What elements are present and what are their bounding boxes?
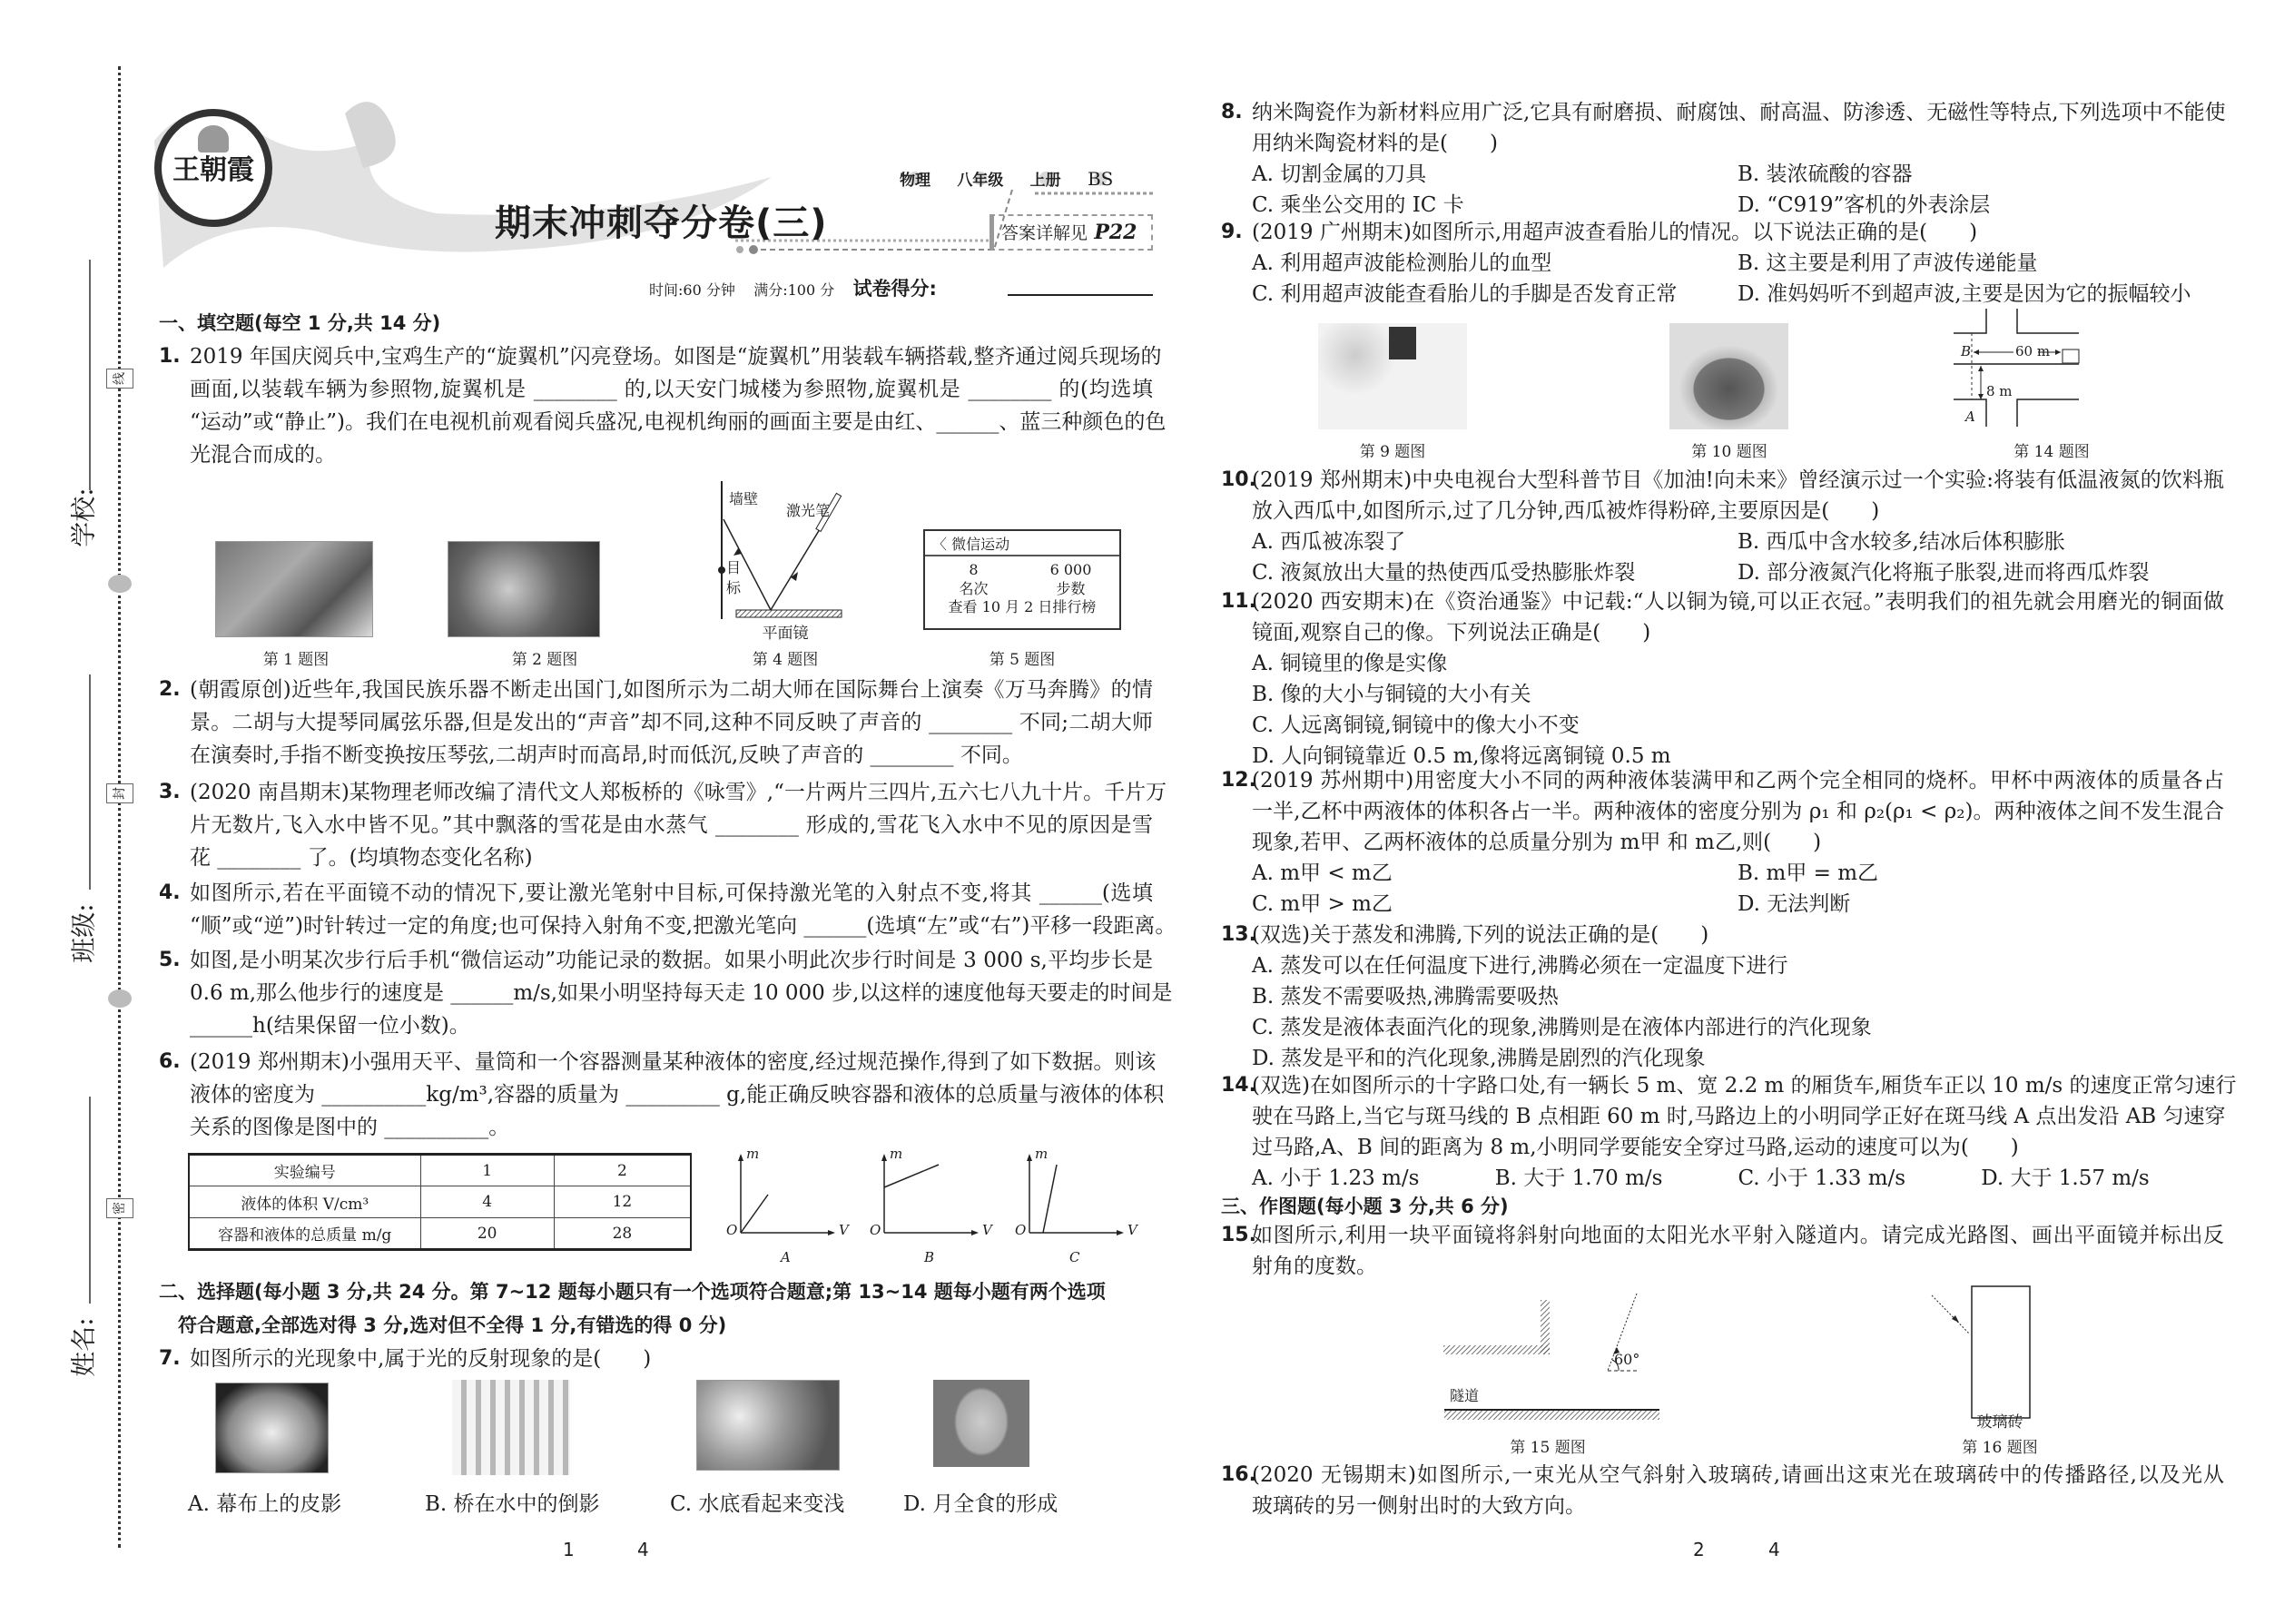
table-cell: 容器和液体的总质量 m/g — [189, 1218, 420, 1250]
question-text-line: (2019 广州期末)如图所示,用超声波查看胎儿的情况。以下说法正确的是( ) — [1252, 221, 1978, 244]
section-heading-line: 二、选择题(每小题 3 分,共 24 分。第 7~12 题每小题只有一个选项符合题意;第 13~14 题每小题有两个选项 — [159, 1281, 1106, 1303]
x-axis-arrow — [971, 1230, 979, 1235]
answer-options — [1252, 159, 2224, 221]
publisher-logo — [154, 109, 272, 227]
origin-label: O — [1015, 1222, 1027, 1238]
answer-options — [1252, 1163, 2224, 1194]
answer-options — [1252, 648, 2224, 772]
fig5-app-title: 〈 微信运动 — [925, 531, 1119, 556]
fig4-laser-mirror-diagram — [699, 472, 862, 631]
scissors-icon — [108, 575, 132, 593]
fig15-angle-label: 60° — [1614, 1351, 1640, 1368]
option-c[interactable]: C. 利用超声波能查看胎儿的手脚是否发育正常 — [1252, 282, 1678, 306]
question-9 — [1221, 217, 2224, 310]
table-cell: 实验编号 — [189, 1155, 420, 1186]
question-text-line: ______h(结果保留一位小数)。 — [190, 1014, 470, 1038]
fig14-point-b: B — [1961, 343, 1972, 359]
answer-reference-box — [989, 214, 1153, 251]
table-cell: 12 — [554, 1186, 691, 1218]
answer-reference-label: 答案详解见 — [1001, 223, 1088, 243]
option-c[interactable]: C. 乘坐公交用的 IC 卡 — [1252, 193, 1464, 217]
graph-b — [866, 1151, 984, 1242]
y-axis-label: m — [890, 1146, 903, 1162]
question-text-line: 画面,以装载车辆为参照物,旋翼机是 ________ 的,以天安门城楼为参照物,旋翼机是 ________ 的(均选填 — [190, 378, 1153, 401]
question-text-line: 液体的密度为 __________kg/m³,容器的质量为 _________ g,能正确反映容器和液体的总质量与液体的体积 — [190, 1083, 1165, 1107]
y-axis-label: m — [1035, 1146, 1049, 1162]
question-number: 4. — [159, 881, 181, 904]
table-cell: 4 — [420, 1186, 554, 1218]
question-text-line: (2019 郑州期末)中央电视台大型科普节目《加油!向未来》曾经演示过一个实验:将装有低温液氮的饮料瓶 — [1252, 468, 2224, 492]
answer-page: P22 — [1094, 221, 1137, 244]
option-a[interactable]: A. 蒸发可以在任何温度下进行,沸腾必须在一定温度下进行 — [1252, 954, 1788, 978]
fig5-steps-label: 步数 — [1056, 580, 1086, 597]
question-text-line: 玻璃砖的另一侧射出时的大致方向。 — [1252, 1494, 1586, 1518]
volume-tag: 上册 — [1025, 167, 1067, 190]
fig15-caption: 第 15 题图 — [1510, 1439, 1586, 1457]
question-text-line: (2019 苏州期中)用密度大小不同的两种液体装满甲和乙两个完全相同的烧杯。甲杯中两液体的质量各占 — [1252, 769, 2224, 792]
q7-option-d: D. 月全食的形成 — [903, 1492, 1058, 1516]
question-text-line: 镜面,观察自己的像。下列说法正确是( ) — [1252, 621, 1651, 645]
question-number: 16. — [1221, 1463, 1256, 1486]
question-3 — [159, 776, 1167, 874]
question-16 — [1221, 1460, 2224, 1521]
question-14 — [1221, 1070, 2237, 1194]
page-number: 2 — [1693, 1539, 1705, 1560]
option-c[interactable]: C. 小于 1.33 m/s — [1738, 1166, 1906, 1190]
fig5-leaderboard-link: 查看 10 月 2 日排行榜 — [948, 598, 1097, 615]
table-cell: 2 — [554, 1155, 691, 1186]
question-number: 11. — [1221, 590, 1256, 613]
question-number: 7. — [159, 1347, 181, 1370]
full-score: 满分:100 分 — [753, 281, 835, 299]
question-text-line: 现象,若甲、乙两杯液体的总质量分别为 m甲 和 m乙,则( ) — [1252, 831, 1822, 854]
fig1-parade-photo — [215, 541, 373, 637]
name-field-line[interactable] — [89, 1097, 91, 1304]
q7-option-b: B. 桥在水中的倒影 — [425, 1492, 600, 1516]
scissors-icon — [108, 989, 132, 1008]
table-cell: 20 — [420, 1218, 554, 1250]
option-c[interactable]: C. 蒸发是液体表面汽化的现象,沸腾则是在液体内部进行的汽化现象 — [1252, 1016, 1872, 1039]
answer-options — [1252, 950, 2224, 1074]
fig4-laser-label: 激光笔 — [786, 502, 831, 519]
question-text-line: 射角的度数。 — [1252, 1255, 1377, 1278]
question-text-line: 片无数片,飞入水中皆不见。”其中飘落的雪花是由水蒸气 ________ 形成的,雪花飞入水中不见的原因是雪 — [190, 813, 1153, 837]
q7-option-a: A. 幕布上的皮影 — [188, 1492, 342, 1516]
question-number: 10. — [1221, 468, 1256, 491]
school-label: 学校: — [68, 487, 99, 547]
graph-line — [884, 1165, 939, 1187]
fig5-steps: 6 000 — [1049, 561, 1092, 578]
question-text-line: (2020 西安期末)在《资治通鉴》中记载:“人以铜为镜,可以正衣冠。”表明我们的祖先就会用磨光的铜面做 — [1252, 590, 2224, 614]
question-8 — [1221, 97, 2224, 221]
section-heading-line: 一、填空题(每空 1 分,共 14 分) — [159, 312, 441, 334]
table-cell: 1 — [420, 1155, 554, 1186]
graph-a — [723, 1151, 841, 1242]
answer-options — [1252, 248, 2224, 310]
option-b[interactable]: B. 大于 1.70 m/s — [1494, 1166, 1663, 1190]
q7c-stream-rocks-photo — [696, 1380, 840, 1471]
question-text-line: (2019 郑州期末)小强用天平、量筒和一个容器测量某种液体的密度,经过规范操作,得到了如下数据。则该 — [190, 1050, 1157, 1074]
table-cell: 28 — [554, 1218, 691, 1250]
question-text-line: (2020 南昌期末)某物理老师改编了清代文人郑板桥的《咏雪》,“一片两片三四片,五六七八九十片。千片万 — [190, 781, 1167, 804]
question-text-line: (双选)在如图所示的十字路口处,有一辆长 5 m、宽 2.2 m 的厢货车,厢货车正以 10 m/s 的速度正常匀速行 — [1252, 1074, 2237, 1097]
question-text-line: 驶在马路上,当它与斑马线的 B 点相距 60 m 时,马路边上的小明同学正好在斑马线 A 点出发沿 AB 匀速穿 — [1252, 1105, 2226, 1128]
option-b[interactable]: B. 装浓硫酸的容器 — [1738, 162, 1913, 186]
question-text-line: 如图所示,若在平面镜不动的情况下,要让激光笔射中目标,可保持激光笔的入射点不变,将其 ______(选填 — [190, 881, 1153, 905]
question-text-line: 在演奏时,手指不断变换按压琴弦,二胡声时而高昂,时而低沉,反映了声音的 ________ 不同。 — [190, 743, 1023, 767]
question-6 — [159, 1046, 1165, 1144]
question-text-line: 如图所示的光现象中,属于光的反射现象的是( ) — [190, 1347, 652, 1371]
q7d-lunar-eclipse-photo — [933, 1380, 1029, 1467]
option-b[interactable]: B. 西瓜中含水较多,结冰后体积膨胀 — [1738, 530, 2065, 554]
fig16-glass-brick-diagram — [1925, 1284, 2033, 1421]
question-number: 12. — [1221, 769, 1256, 792]
question-1 — [159, 340, 1167, 471]
fig10-watermelon-photo — [1669, 323, 1788, 429]
option-d[interactable]: D. 无法判断 — [1738, 892, 1851, 916]
option-b[interactable]: B. 蒸发不需要吸热,沸腾需要吸热 — [1252, 985, 1559, 1009]
fig4-wall-label: 墙壁 — [729, 490, 759, 507]
question-12 — [1221, 765, 2224, 920]
question-number: 5. — [159, 949, 181, 971]
fig4-caption: 第 4 题图 — [752, 651, 819, 669]
question-number: 3. — [159, 781, 181, 803]
question-text-line: 放入西瓜中,如图所示,过了几分钟,西瓜被炸得粉碎,主要原因是( ) — [1252, 499, 1880, 523]
section-drawing — [1221, 1190, 1509, 1224]
section-fill-in — [159, 307, 440, 340]
class-label: 班级: — [68, 903, 99, 963]
y-axis-label: m — [746, 1146, 760, 1162]
graph-option-label: B — [924, 1249, 935, 1265]
question-2 — [159, 674, 1153, 772]
question-text-line: 如图所示,利用一块平面镜将斜射向地面的太阳光水平射入隧道内。请完成光路图、画出平面镜并标出反 — [1252, 1224, 2224, 1247]
question-5 — [159, 944, 1173, 1042]
q6-data-table — [188, 1153, 692, 1251]
logo-crown-icon — [198, 125, 229, 153]
question-text-line: (2020 无锡期末)如图所示,一束光从空气斜射入玻璃砖,请画出这束光在玻璃砖中的传播路径,以及光从 — [1252, 1463, 2224, 1487]
question-number: 6. — [159, 1050, 181, 1073]
x-axis-arrow — [828, 1230, 835, 1235]
seal-mark-seal: 封 — [106, 783, 133, 803]
score-field[interactable] — [1008, 294, 1153, 296]
y-axis-arrow — [738, 1154, 743, 1161]
question-11 — [1221, 586, 2224, 772]
option-a[interactable]: A. 西瓜被冻裂了 — [1252, 530, 1406, 554]
fig2-erhu-performance-photo — [448, 541, 600, 637]
option-c[interactable]: C. 人远离铜镜,铜镜中的像大小不变 — [1252, 714, 1580, 737]
option-d[interactable]: D. 大于 1.57 m/s — [1981, 1166, 2150, 1190]
fig5-caption: 第 5 题图 — [989, 651, 1056, 669]
fig5-wechat-sport-card — [923, 529, 1121, 630]
question-15 — [1221, 1220, 2224, 1282]
seal-mark-secret: 密 — [106, 1198, 133, 1218]
question-number: 13. — [1221, 923, 1256, 946]
answer-options — [1252, 527, 2224, 588]
origin-label: O — [726, 1222, 738, 1238]
fig4-mirror-label: 平面镜 — [762, 625, 809, 643]
question-number: 2. — [159, 678, 181, 701]
option-a[interactable]: A. m甲 < m乙 — [1252, 861, 1393, 885]
logo-text: 王朝霞 — [172, 154, 254, 186]
question-text-line: “运动”或“静止”)。我们在电视机前观看阅兵盛况,电视机绚丽的画面主要是由红、______、蓝三种颜色的色 — [190, 410, 1167, 434]
graph-c — [1011, 1151, 1129, 1242]
section-multiple-choice — [159, 1275, 1106, 1343]
page-total: 4 — [637, 1539, 649, 1560]
q7b-bridge-reflection-photo — [452, 1380, 570, 1475]
answer-options — [1252, 858, 2224, 920]
class-field-line[interactable] — [89, 674, 91, 890]
score-label: 试卷得分: — [852, 278, 937, 300]
fig9-caption: 第 9 题图 — [1359, 443, 1426, 461]
x-axis-label: V — [982, 1222, 992, 1238]
question-10 — [1221, 465, 2224, 588]
question-number: 14. — [1221, 1074, 1256, 1097]
grade-tag: 八年级 — [951, 167, 1009, 190]
option-d[interactable]: D. “C919”客机的外表涂层 — [1738, 193, 1991, 217]
option-c[interactable]: C. 液氮放出大量的热使西瓜受热膨胀炸裂 — [1252, 561, 1636, 585]
table-row — [189, 1218, 691, 1250]
option-d[interactable]: D. 蒸发是平和的汽化现象,沸腾是剧烈的汽化现象 — [1252, 1047, 1706, 1070]
question-text-line: 景。二胡与大提琴同属弦乐器,但是发出的“声音”却不同,这种不同反映了声音的 ________ 不同;二胡大师 — [190, 711, 1153, 734]
y-axis-arrow — [1027, 1154, 1032, 1161]
option-b[interactable]: B. 这主要是利用了声波传递能量 — [1738, 251, 2038, 275]
fig9-monitor — [1389, 327, 1416, 359]
question-text-line: “顺”或“逆”)时针转过一定的角度;也可保持入射角不变,把激光笔向 ______(选填“左”或“右”)平移一段距离。 — [190, 914, 1177, 938]
question-text-line: 光混合而成的。 — [190, 443, 336, 467]
binding-dotted-line — [118, 66, 121, 1548]
question-text-line: 用纳米陶瓷材料的是( ) — [1252, 132, 1498, 155]
fig14-point-a: A — [1965, 408, 1975, 425]
question-number: 15. — [1221, 1224, 1256, 1246]
time-limit: 时间:60 分钟 — [649, 281, 735, 299]
seal-mark-line: 线 — [106, 369, 133, 389]
origin-label: O — [870, 1222, 881, 1238]
option-b[interactable]: B. m甲 = m乙 — [1738, 861, 1879, 885]
option-a[interactable]: A. 小于 1.23 m/s — [1252, 1166, 1420, 1190]
fig14-distance-label: 60 m — [2015, 343, 2051, 359]
school-field-line[interactable] — [89, 260, 91, 490]
question-text-line: (双选)关于蒸发和沸腾,下列的说法正确的是( ) — [1252, 923, 1709, 947]
question-number: 9. — [1221, 221, 1243, 243]
question-number: 1. — [159, 345, 181, 368]
option-d[interactable]: D. 人向铜镜靠近 0.5 m,像将远离铜镜 0.5 m — [1252, 744, 1671, 768]
page-number: 1 — [563, 1539, 575, 1560]
fig14-crossroad-diagram — [1952, 309, 2170, 431]
edition-tag: BS — [1082, 168, 1118, 190]
section-heading-line: 三、作图题(每小题 3 分,共 6 分) — [1221, 1196, 1509, 1217]
fig5-rank-label: 名次 — [959, 580, 989, 597]
question-number: 8. — [1221, 101, 1243, 123]
q7a-shadow-puppet-photo — [215, 1383, 329, 1473]
option-b[interactable]: B. 像的大小与铜镜的大小有关 — [1252, 683, 1531, 706]
question-text-line: 0.6 m,那么他步行的速度是 ______m/s,如果小明坚持每天走 10 000 步,以这样的速度他每天要走的时间是 — [190, 981, 1173, 1005]
question-text-line: 花 ________ 了。(均填物态变化名称) — [190, 846, 533, 870]
fig14-width-label: 8 m — [1986, 383, 2013, 399]
question-text-line: 关系的图像是图中的 __________。 — [190, 1116, 510, 1139]
option-a[interactable]: A. 切割金属的刀具 — [1252, 162, 1427, 186]
fig16-caption: 第 16 题图 — [1962, 1439, 2038, 1457]
page-total: 4 — [1768, 1539, 1780, 1560]
question-13 — [1221, 920, 2224, 1074]
x-axis-arrow — [1117, 1230, 1124, 1235]
table-row — [189, 1186, 691, 1218]
table-cell: 液体的体积 V/cm³ — [189, 1186, 420, 1218]
fig2-caption: 第 2 题图 — [511, 651, 578, 669]
question-text-line: 2019 年国庆阅兵中,宝鸡生产的“旋翼机”闪亮登场。如图是“旋翼机”用装载车辆搭载,整齐通过阅兵现场的 — [190, 345, 1162, 369]
fig10-caption: 第 10 题图 — [1691, 443, 1767, 461]
option-d[interactable]: D. 部分液氮汽化将瓶子胀裂,进而将西瓜炸裂 — [1738, 561, 2150, 585]
question-7 — [159, 1343, 1153, 1375]
x-axis-label: V — [839, 1222, 849, 1238]
graph-option-label: A — [781, 1249, 791, 1265]
name-label: 姓名: — [68, 1317, 99, 1377]
question-text-line: 纳米陶瓷作为新材料应用广泛,它具有耐磨损、耐腐蚀、耐高温、防渗透、无磁性等特点,下列选项中不能使 — [1252, 101, 2226, 124]
fig16-glass-label: 玻璃砖 — [1976, 1413, 2023, 1432]
exam-meta — [649, 274, 937, 301]
graph-line — [1043, 1165, 1057, 1233]
fig4-target-label: 目标 — [726, 559, 742, 596]
question-text-line: 过马路,A、B 间的距离为 8 m,小明同学要能安全穿过马路,运动的速度可以为( ) — [1252, 1136, 2019, 1159]
x-axis-label: V — [1127, 1222, 1137, 1238]
q7-option-c: C. 水底看起来变浅 — [670, 1492, 845, 1516]
question-text-line: 一半,乙杯中两液体的体积各占一半。两种液体的密度分别为 ρ₁ 和 ρ₂(ρ₁ < ρ₂)。两种液体之间不发生混合 — [1252, 800, 2224, 823]
section-heading-line: 符合题意,全部选对得 3 分,选对但不全得 1 分,有错选的得 0 分) — [159, 1314, 727, 1336]
option-d[interactable]: D. 准妈妈听不到超声波,主要是因为它的振幅较小 — [1738, 282, 2191, 306]
question-text-line: 如图,是小明某次步行后手机“微信运动”功能记录的数据。如果小明此次步行时间是 3 000 s,平均步长是 — [190, 949, 1153, 972]
option-c[interactable]: C. m甲 > m乙 — [1252, 892, 1393, 916]
fig15-tunnel-label: 隧道 — [1450, 1387, 1480, 1404]
fig14-caption: 第 14 题图 — [2013, 443, 2090, 461]
fig1-caption: 第 1 题图 — [262, 651, 330, 669]
exam-title: 期末冲刺夺分卷(三) — [495, 202, 828, 244]
fig5-rank: 8 — [969, 561, 979, 578]
graph-option-label: C — [1069, 1249, 1080, 1265]
graph-line — [741, 1195, 768, 1233]
question-4 — [159, 877, 1177, 942]
option-a[interactable]: A. 利用超声波能检测胎儿的血型 — [1252, 251, 1552, 275]
table-header-row — [189, 1155, 691, 1186]
y-axis-arrow — [881, 1154, 887, 1161]
question-text-line: (朝霞原创)近些年,我国民族乐器不断走出国门,如图所示为二胡大师在国际舞台上演奏《万马奔腾》的情 — [190, 678, 1153, 702]
subject-tag: 物理 — [894, 167, 936, 190]
option-a[interactable]: A. 铜镜里的像是实像 — [1252, 652, 1448, 675]
